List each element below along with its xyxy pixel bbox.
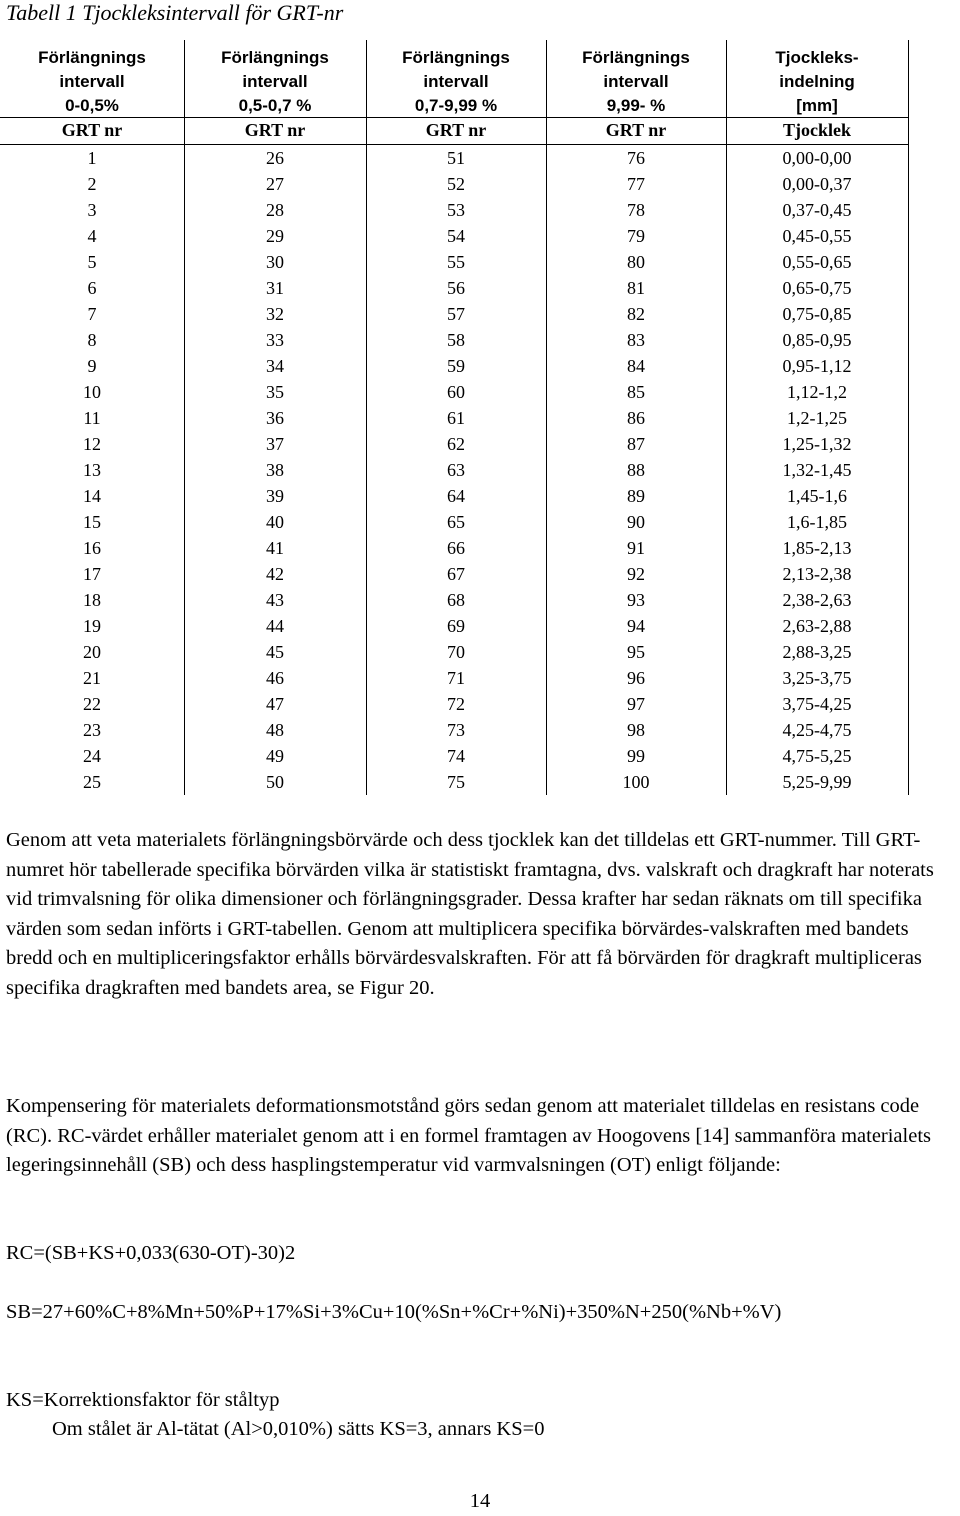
header-row xyxy=(0,40,960,117)
header-cell xyxy=(0,46,184,118)
table-cell: 58 xyxy=(447,330,465,350)
header-line: Förlängnings xyxy=(221,48,329,67)
table-cell: 2 xyxy=(87,174,97,194)
table-body xyxy=(0,145,960,795)
table-cell: 10 xyxy=(83,382,101,402)
table-cell: 56 xyxy=(447,278,465,298)
table-cell: 87 xyxy=(627,434,645,454)
table-cell: 55 xyxy=(447,252,465,272)
table-cell: 78 xyxy=(627,200,645,220)
table-row xyxy=(0,483,960,509)
table-row xyxy=(0,561,960,587)
table-cell: 97 xyxy=(627,694,645,714)
table-row xyxy=(0,457,960,483)
table-cell: 7 xyxy=(87,304,97,324)
header-line: indelning xyxy=(779,72,855,91)
table-cell: 64 xyxy=(447,486,465,506)
table-cell: 68 xyxy=(447,590,465,610)
table-cell: 81 xyxy=(627,278,645,298)
header-cell xyxy=(184,46,366,118)
table-cell: 2,63-2,88 xyxy=(782,616,852,636)
table-cell: 92 xyxy=(627,564,645,584)
table-row xyxy=(0,587,960,613)
table-row xyxy=(0,275,960,301)
table-row xyxy=(0,379,960,405)
table-cell: 34 xyxy=(266,356,284,376)
header-line: 0-0,5% xyxy=(65,96,119,115)
table-row xyxy=(0,769,960,795)
table-cell: 2,88-3,25 xyxy=(782,642,852,662)
table-row xyxy=(0,613,960,639)
table-cell: 28 xyxy=(266,200,284,220)
table-cell: 77 xyxy=(627,174,645,194)
table-cell: 1,45-1,6 xyxy=(787,486,847,506)
table-cell: 98 xyxy=(627,720,645,740)
table-cell: 70 xyxy=(447,642,465,662)
table-cell: 30 xyxy=(266,252,284,272)
table-cell: 3,25-3,75 xyxy=(782,668,852,688)
table-row xyxy=(0,301,960,327)
paragraph-rc: Kompensering för materialets deformationsmotstånd görs sedan genom att materialet tilldelas en resistans code (RC). RC-värdet erhåller materialet genom att i en formel framtagen av Hoogovens [14] sammanföra materialets legeringsinnehåll (SB) och dess hasplingstemperatur vid varmvalsningen (OT) enligt följande: xyxy=(6,1095,932,1176)
table-cell: 85 xyxy=(627,382,645,402)
table-cell: 65 xyxy=(447,512,465,532)
table-cell: 96 xyxy=(627,668,645,688)
table-cell: 89 xyxy=(627,486,645,506)
table-cell: 49 xyxy=(266,746,284,766)
table-cell: 5,25-9,99 xyxy=(782,772,852,792)
table-cell: 33 xyxy=(266,330,284,350)
table-cell: 14 xyxy=(83,486,101,506)
table-cell: 20 xyxy=(83,642,101,662)
table-cell: 50 xyxy=(266,772,284,792)
table-cell: 0,65-0,75 xyxy=(782,278,852,298)
table-row xyxy=(0,197,960,223)
table-cell: 18 xyxy=(83,590,101,610)
table-cell: 73 xyxy=(447,720,465,740)
table-cell: 22 xyxy=(83,694,101,714)
table-cell: 95 xyxy=(627,642,645,662)
header-line: intervall xyxy=(242,72,308,91)
header-line: Förlängnings xyxy=(402,48,510,67)
table-cell: 27 xyxy=(266,174,284,194)
table-cell: 83 xyxy=(627,330,645,350)
table-row xyxy=(0,223,960,249)
header-line: 0,7-9,99 % xyxy=(414,96,498,115)
table-cell: 38 xyxy=(266,460,284,480)
header-cell xyxy=(546,46,726,118)
table-caption: Tabell 1 Tjockleksintervall för GRT-nr xyxy=(6,0,344,25)
subheader-cell: GRT nr xyxy=(61,120,123,140)
table-cell: 12 xyxy=(83,434,101,454)
header-line: Förlängnings xyxy=(582,48,690,67)
grt-table xyxy=(0,40,960,792)
table-cell: 2,38-2,63 xyxy=(782,590,852,610)
table-row xyxy=(0,353,960,379)
table-cell: 37 xyxy=(266,434,284,454)
table-cell: 60 xyxy=(447,382,465,402)
table-row xyxy=(0,639,960,665)
table-cell: 54 xyxy=(447,226,465,246)
page-number: 14 xyxy=(469,1490,491,1512)
table-cell: 44 xyxy=(266,616,284,636)
table-row xyxy=(0,535,960,561)
table-cell: 1,12-1,2 xyxy=(787,382,847,402)
table-cell: 17 xyxy=(83,564,101,584)
table-cell: 3 xyxy=(87,200,97,220)
table-row xyxy=(0,405,960,431)
header-line: 9,99- % xyxy=(606,96,666,115)
table-cell: 40 xyxy=(266,512,284,532)
table-cell: 16 xyxy=(83,538,101,558)
header-line: intervall xyxy=(59,72,125,91)
header-line: Förlängnings xyxy=(38,48,146,67)
table-cell: 1,85-2,13 xyxy=(782,538,852,558)
table-cell: 1,2-1,25 xyxy=(787,408,847,428)
table-row xyxy=(0,717,960,743)
table-row xyxy=(0,145,960,171)
table-row xyxy=(0,743,960,769)
table-cell: 74 xyxy=(447,746,465,766)
table-cell: 29 xyxy=(266,226,284,246)
table-cell: 59 xyxy=(447,356,465,376)
table-cell: 21 xyxy=(83,668,101,688)
table-row xyxy=(0,509,960,535)
table-cell: 61 xyxy=(447,408,465,428)
subheader-cell: GRT nr xyxy=(425,120,487,140)
table-cell: 48 xyxy=(266,720,284,740)
table-cell: 66 xyxy=(447,538,465,558)
table-cell: 0,45-0,55 xyxy=(782,226,852,246)
table-cell: 52 xyxy=(447,174,465,194)
table-row xyxy=(0,665,960,691)
subheader-row xyxy=(0,117,960,144)
table-cell: 63 xyxy=(447,460,465,480)
table-cell: 93 xyxy=(627,590,645,610)
formula-rc: RC=(SB+KS+0,033(630-OT)-30)2 xyxy=(6,1242,296,1264)
formula-sb: SB=27+60%C+8%Mn+50%P+17%Si+3%Cu+10(%Sn+%Cr+%Ni)+350%N+250(%Nb+%V) xyxy=(6,1301,782,1323)
table-cell: 42 xyxy=(266,564,284,584)
table-cell: 67 xyxy=(447,564,465,584)
table-cell: 84 xyxy=(627,356,645,376)
table-cell: 26 xyxy=(266,148,284,168)
table-cell: 0,55-0,65 xyxy=(782,252,852,272)
table-cell: 45 xyxy=(266,642,284,662)
table-cell: 76 xyxy=(627,148,645,168)
table-cell: 24 xyxy=(83,746,101,766)
table-cell: 6 xyxy=(87,278,97,298)
table-cell: 75 xyxy=(447,772,465,792)
table-cell: 62 xyxy=(447,434,465,454)
table-cell: 31 xyxy=(266,278,284,298)
table-cell: 15 xyxy=(83,512,101,532)
table-cell: 94 xyxy=(627,616,645,636)
table-cell: 51 xyxy=(447,148,465,168)
table-row xyxy=(0,691,960,717)
table-cell: 88 xyxy=(627,460,645,480)
table-cell: 1,25-1,32 xyxy=(782,434,852,454)
table-cell: 19 xyxy=(83,616,101,636)
paragraph-grt: Genom att veta materialets förlängningsbörvärde och dess tjocklek kan det tilldelas ett GRT-nummer. Till GRT-numret hör tabellerade specifika börvärden vilka är statistiskt framtagna, dvs. valskraft och dragkraft har noterats vid trimvalsning för olika dimensioner och förlängningsgrader. Dessa krafter har sedan räknats om till specifika värden som sedan införts i GRT-tabellen. Genom att multiplicera specifika börvärdes-valskraften med bandets bredd och en multipliceringsfaktor erhålls börvärdesvalskraften. För att få börvärden för dragkraft multipliceras specifika dragkraften med bandets area, se Figur 20. xyxy=(6,829,934,999)
table-row xyxy=(0,327,960,353)
header-line: [mm] xyxy=(796,96,838,115)
table-cell: 1,32-1,45 xyxy=(782,460,852,480)
header-cell xyxy=(726,46,908,118)
table-cell: 82 xyxy=(627,304,645,324)
table-cell: 25 xyxy=(83,772,101,792)
subheader-cell: GRT nr xyxy=(605,120,667,140)
table-cell: 35 xyxy=(266,382,284,402)
table-cell: 47 xyxy=(266,694,284,714)
table-cell: 91 xyxy=(627,538,645,558)
subheader-cell: GRT nr xyxy=(244,120,306,140)
table-cell: 5 xyxy=(87,252,97,272)
table-cell: 1,6-1,85 xyxy=(787,512,847,532)
table-cell: 46 xyxy=(266,668,284,688)
table-cell: 3,75-4,25 xyxy=(782,694,852,714)
subheader-cell: Tjocklek xyxy=(782,120,851,140)
table-cell: 86 xyxy=(627,408,645,428)
formula-ks-title: KS=Korrektionsfaktor för ståltyp xyxy=(6,1389,280,1411)
table-cell: 8 xyxy=(87,330,97,350)
header-line: intervall xyxy=(603,72,669,91)
table-cell: 11 xyxy=(83,408,101,428)
table-row xyxy=(0,431,960,457)
table-cell: 0,00-0,37 xyxy=(782,174,852,194)
table-cell: 2,13-2,38 xyxy=(782,564,852,584)
header-line: intervall xyxy=(423,72,489,91)
table-row xyxy=(0,249,960,275)
table-cell: 4,25-4,75 xyxy=(782,720,852,740)
table-cell: 1 xyxy=(87,148,97,168)
formula-ks-note: Om stålet är Al-tätat (Al>0,010%) sätts KS=3, annars KS=0 xyxy=(52,1418,545,1440)
table-cell: 36 xyxy=(266,408,284,428)
table-cell: 43 xyxy=(266,590,284,610)
table-cell: 9 xyxy=(87,356,97,376)
table-cell: 69 xyxy=(447,616,465,636)
table-cell: 13 xyxy=(83,460,101,480)
table-cell: 0,00-0,00 xyxy=(782,148,852,168)
table-cell: 100 xyxy=(622,772,650,792)
table-cell: 0,95-1,12 xyxy=(782,356,852,376)
table-cell: 39 xyxy=(266,486,284,506)
table-cell: 41 xyxy=(266,538,284,558)
table-cell: 4 xyxy=(87,226,97,246)
header-cell xyxy=(366,46,546,118)
table-cell: 0,75-0,85 xyxy=(782,304,852,324)
table-cell: 0,37-0,45 xyxy=(782,200,852,220)
table-cell: 0,85-0,95 xyxy=(782,330,852,350)
table-cell: 90 xyxy=(627,512,645,532)
table-cell: 80 xyxy=(627,252,645,272)
table-cell: 72 xyxy=(447,694,465,714)
table-cell: 23 xyxy=(83,720,101,740)
table-cell: 71 xyxy=(447,668,465,688)
header-line: Tjockleks- xyxy=(775,48,859,67)
table-cell: 99 xyxy=(627,746,645,766)
table-cell: 4,75-5,25 xyxy=(782,746,852,766)
table-cell: 53 xyxy=(447,200,465,220)
header-line: 0,5-0,7 % xyxy=(238,96,312,115)
table-row xyxy=(0,171,960,197)
table-cell: 79 xyxy=(627,226,645,246)
table-cell: 57 xyxy=(447,304,465,324)
table-cell: 32 xyxy=(266,304,284,324)
